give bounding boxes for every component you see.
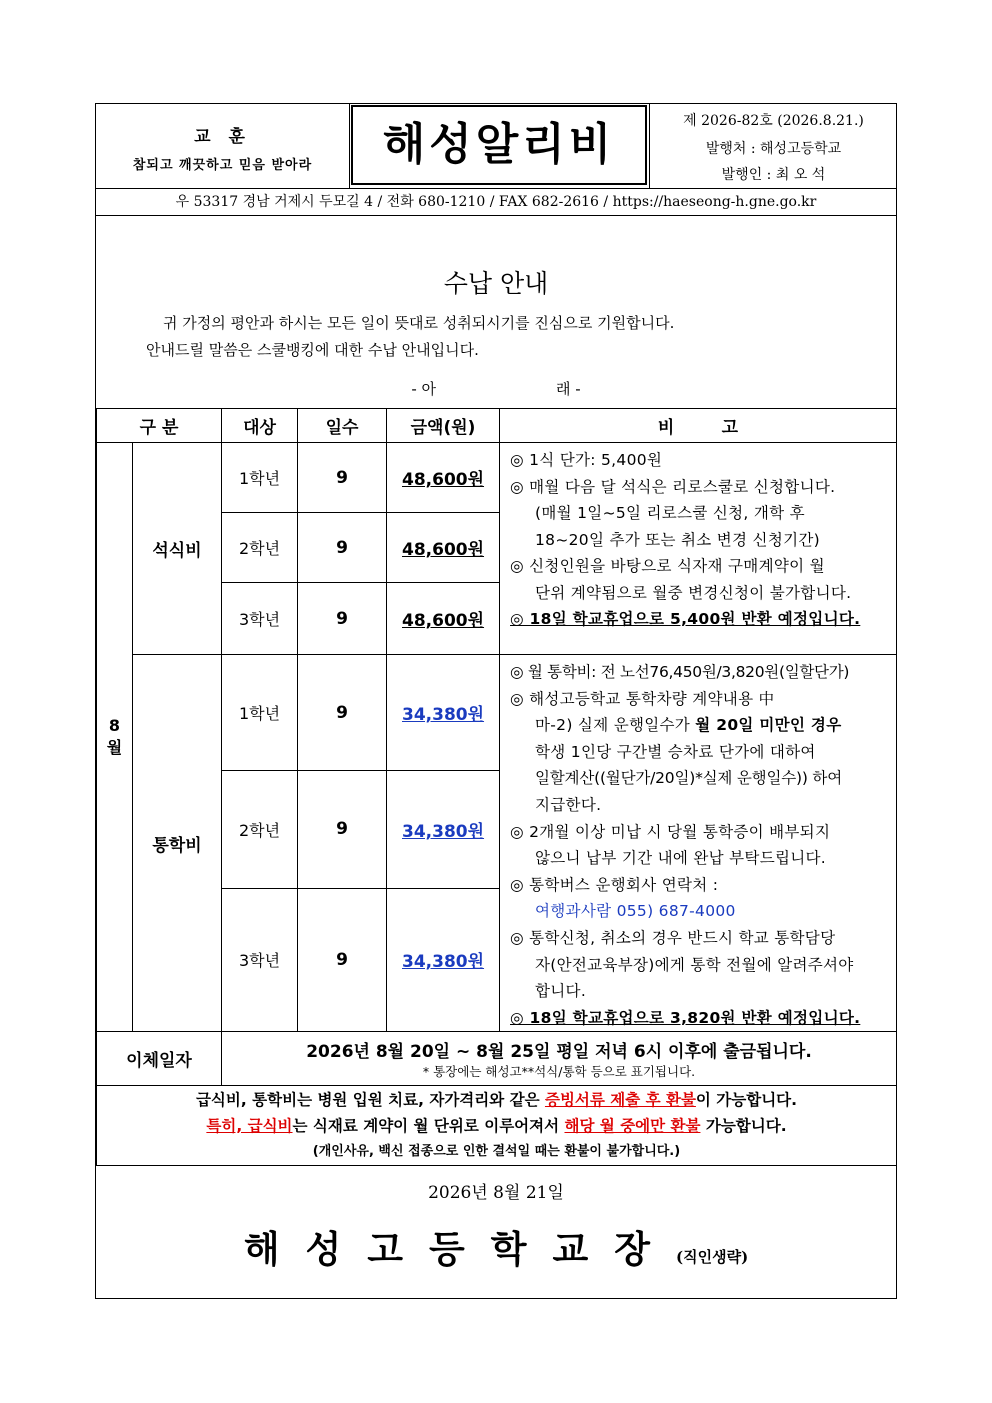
meal-category: 석식비 — [133, 443, 222, 655]
refund-info — [97, 1086, 897, 1166]
refund-line-3: (개인사유, 백신 접종으로 인한 결석일 때는 환불이 불가합니다.) — [312, 1143, 681, 1159]
transfer-note: * 통장에는 해성고**석식/통학 등으로 표기됩니다. — [422, 1064, 696, 1080]
note-text: 마-2) 실제 운행일수가 — [535, 716, 696, 735]
bus-refund-note: ◎ 18일 학교휴업으로 3,820원 반환 예정입니다. — [510, 1008, 861, 1027]
amount-link[interactable]: 34,380원 — [387, 771, 500, 888]
greeting-1: 귀 가정의 평안과 하시는 모든 일이 뜻대로 성취되시기를 진심으로 기원합니다. — [163, 314, 675, 332]
note-line: 않으니 납부 기간 내에 완납 부탁드립니다. — [535, 849, 827, 868]
bus-company-contact: 여행과사람 055) 687-4000 — [535, 902, 736, 921]
note-line: ◎ 1식 단가: 5,400원 — [510, 451, 663, 469]
transfer-label: 이체일자 — [97, 1032, 222, 1086]
issue-date: 2026년 8월 21일 — [428, 1183, 564, 1203]
note-line — [510, 712, 888, 739]
days-cell: 9 — [298, 443, 387, 513]
note-line: 18~20일 추가 또는 취소 변경 신청기간) — [535, 530, 820, 549]
bus-category: 통학비 — [133, 655, 222, 1032]
principal-title: 해성고등학교장 — [243, 1227, 677, 1271]
col-header-target: 대상 — [222, 409, 298, 443]
refund-row — [97, 1086, 897, 1166]
refund-text: 가능합니다. — [700, 1116, 787, 1135]
meal-notes — [500, 443, 897, 655]
principal-signature — [96, 1219, 896, 1273]
issue-number: 제 2026-82호 (2026.8.21.) — [683, 113, 864, 129]
notice-frame — [95, 103, 897, 1299]
days-cell: 9 — [298, 513, 387, 583]
note-line: 자(안전교육부장)에게 통학 전월에 알려주셔야 — [535, 955, 854, 974]
grade-cell: 2학년 — [222, 513, 298, 583]
school-motto — [96, 104, 350, 188]
newsletter-name: 해성알리비 — [382, 119, 616, 170]
col-header-category: 구 분 — [97, 409, 222, 443]
motto-title: 교 훈 — [194, 127, 251, 147]
grade-cell: 2학년 — [222, 771, 298, 888]
amount-link[interactable]: 34,380원 — [387, 655, 500, 771]
heading-left: - 아 — [411, 380, 436, 398]
refund-text: 급식비, 통학비는 병원 입원 치료, 자가격리와 같은 — [195, 1090, 545, 1109]
transfer-date: 2026년 8월 20일 ~ 8월 25일 평일 저녁 6시 이후에 출금됩니다. — [306, 1042, 812, 1063]
col-header-days: 일수 — [298, 409, 387, 443]
notice-heading — [96, 378, 896, 399]
amount-link[interactable]: 34,380원 — [387, 888, 500, 1032]
greeting-2: 안내드릴 말씀은 스쿨뱅킹에 대한 수납 안내입니다. — [146, 341, 479, 359]
refund-line-2 — [97, 1113, 896, 1139]
publication-info — [649, 104, 897, 188]
grade-cell: 3학년 — [222, 888, 298, 1032]
bus-notes — [500, 655, 897, 1032]
heading-right: 래 - — [556, 380, 581, 398]
note-line: ◎ 통학신청, 취소의 경우 반드시 학교 통학담당 — [510, 928, 836, 947]
newsletter-header — [96, 104, 896, 189]
payment-table — [96, 408, 897, 1166]
note-line: ◎ 2개월 이상 미납 시 당월 통학증이 배부되지 — [510, 822, 831, 841]
days-cell: 9 — [298, 771, 387, 888]
note-line: ◎ 신청인원을 바탕으로 식자재 구매계약이 월 — [510, 557, 825, 575]
note-emphasis: 월 20일 미만인 경우 — [695, 716, 842, 735]
days-cell: 9 — [298, 888, 387, 1032]
col-header-remarks: 비 고 — [500, 409, 897, 443]
refund-text: 는 식재료 계약이 월 단위로 이루어져서 — [292, 1116, 565, 1135]
publisher: 발행처 : 해성고등학교 — [705, 141, 842, 157]
note-line: ◎ 통학버스 운행회사 연락처 : — [510, 875, 719, 894]
month-cell: 8 월 — [97, 443, 133, 1032]
note-line: 지급한다. — [535, 795, 602, 814]
issuer: 발행인 : 최 오 석 — [721, 167, 826, 183]
refund-emphasis: 증빙서류 제출 후 환불 — [544, 1090, 696, 1109]
motto-text: 참되고 깨끗하고 믿음 받아라 — [132, 158, 313, 173]
page-title: 수납 안내 — [443, 269, 549, 298]
table-header-row — [97, 409, 897, 443]
table-row — [97, 443, 897, 513]
seal-note: (직인생략) — [676, 1248, 749, 1266]
refund-text: 이 가능합니다. — [695, 1090, 798, 1109]
amount-cell: 48,600원 — [387, 443, 500, 513]
newsletter-logo — [351, 105, 647, 185]
note-line: (매월 1일~5일 리로스쿨 신청, 개학 후 — [535, 504, 805, 522]
refund-line-1 — [97, 1087, 896, 1113]
note-line: ◎ 매월 다음 달 석식은 리로스쿨로 신청합니다. — [510, 477, 836, 496]
table-row — [97, 655, 897, 771]
refund-emphasis: 해당 월 중에만 환불 — [564, 1116, 701, 1135]
meal-refund-note: ◎ 18일 학교휴업으로 5,400원 반환 예정입니다. — [510, 610, 861, 628]
days-cell: 9 — [298, 583, 387, 655]
address-line: 우 53317 경남 거제시 두모길 4 / 전화 680-1210 / FAX 682-2616 / https://haeseong-h.gne.go.kr — [96, 189, 896, 216]
note-line: ◎ 해성고등학교 통학차량 계약내용 中 — [510, 689, 775, 708]
grade-cell: 1학년 — [222, 655, 298, 771]
refund-emphasis: 특히, 급식비 — [206, 1116, 293, 1135]
amount-cell: 48,600원 — [387, 513, 500, 583]
note-line: 단위 계약됨으로 월중 변경신청이 불가합니다. — [535, 583, 852, 602]
transfer-row — [97, 1032, 897, 1086]
amount-cell: 48,600원 — [387, 583, 500, 655]
note-line: 합니다. — [535, 982, 587, 1001]
col-header-amount: 금액(원) — [387, 409, 500, 443]
transfer-info — [222, 1032, 897, 1086]
note-line: ◎ 월 통학비: 전 노선76,450원/3,820원(일할단가) — [510, 663, 850, 681]
grade-cell: 1학년 — [222, 443, 298, 513]
days-cell: 9 — [298, 655, 387, 771]
grade-cell: 3학년 — [222, 583, 298, 655]
note-line: 학생 1인당 구간별 승차료 단가에 대하여 — [535, 742, 816, 761]
note-line: 일할계산((월단가/20일)*실제 운행일수)) 하여 — [535, 769, 842, 788]
